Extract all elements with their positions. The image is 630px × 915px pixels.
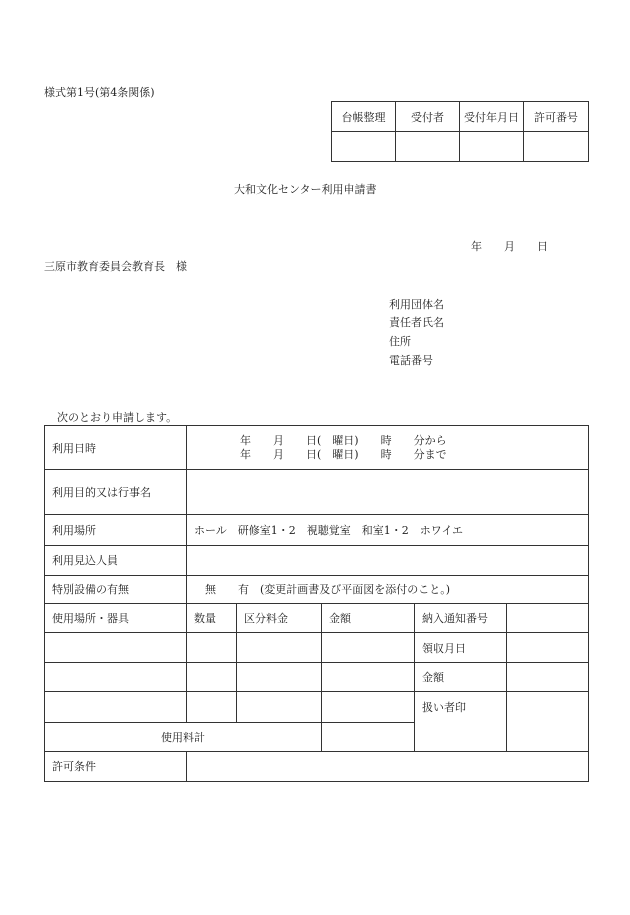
applicant-phone-label: 電話番号 [389,354,433,367]
amount-label: 金額 [322,603,415,632]
equipment-label: 特別設備の有無 [45,575,187,603]
usage-label: 使用場所・器具 [45,603,187,632]
datetime-to: 年 月 日( 曜日) 時 分まで [240,447,447,461]
fee-class-label: 区分料金 [237,603,322,632]
purpose-label: 利用目的又は行事名 [45,470,187,515]
intro-text: 次のとおり申請します。 [57,411,178,424]
office-cell-permit-number [524,132,589,162]
fee-cell-3 [237,692,322,722]
applicant-responsible-label: 責任者氏名 [389,316,444,329]
conditions-cell [187,751,589,781]
office-header-receiver: 受付者 [396,102,460,132]
purpose-cell [187,470,589,515]
addressee: 三原市教育委員会教育長 様 [44,260,187,273]
usage-cell-2 [45,663,187,692]
expected-label: 利用見込人員 [45,545,187,575]
office-header-permit-number: 許可番号 [524,102,589,132]
datetime-label: 利用日時 [45,426,187,470]
application-table [44,425,589,782]
amount-cell-2 [322,663,415,692]
applicant-org-label: 利用団体名 [389,298,444,311]
office-cell-receiver [396,132,460,162]
equipment-options: 無 有 (変更計画書及び平面図を添付のこと。) [187,575,589,603]
form-number: 様式第1号(第4条関係) [44,86,155,99]
fee-cell-1 [237,633,322,663]
datetime-from: 年 月 日( 曜日) 時 分から [240,433,447,447]
place-options: ホール 研修室1・2 視聴覚室 和室1・2 ホワイエ [187,515,589,545]
office-use-table [331,101,589,162]
applicant-address-label: 住所 [389,335,411,348]
expected-cell [187,545,589,575]
qty-cell-1 [187,633,237,663]
amount2-label: 金額 [415,663,507,692]
notice-label: 納入通知番号 [415,603,507,632]
date-line: 年 月 日 [471,240,548,253]
handler-seal-cell [507,692,589,751]
total-label: 使用料計 [45,722,322,751]
usage-cell-3 [45,692,187,722]
amount2-cell [507,663,589,692]
datetime-cell [187,426,589,470]
fee-cell-2 [237,663,322,692]
receipt-date-label: 領収月日 [415,633,507,663]
qty-cell-3 [187,692,237,722]
amount-cell-1 [322,633,415,663]
total-cell [322,722,415,751]
conditions-label: 許可条件 [45,751,187,781]
amount-cell-3 [322,692,415,722]
office-header-ledger: 台帳整理 [332,102,396,132]
notice-cell [507,603,589,632]
qty-cell-2 [187,663,237,692]
office-cell-receipt-date [460,132,524,162]
office-cell-ledger [332,132,396,162]
page-title: 大和文化センター利用申請書 [234,183,377,196]
place-label: 利用場所 [45,515,187,545]
receipt-date-cell [507,633,589,663]
usage-cell-1 [45,633,187,663]
handler-label: 扱い者印 [415,692,507,751]
qty-label: 数量 [187,603,237,632]
office-header-receipt-date: 受付年月日 [460,102,524,132]
